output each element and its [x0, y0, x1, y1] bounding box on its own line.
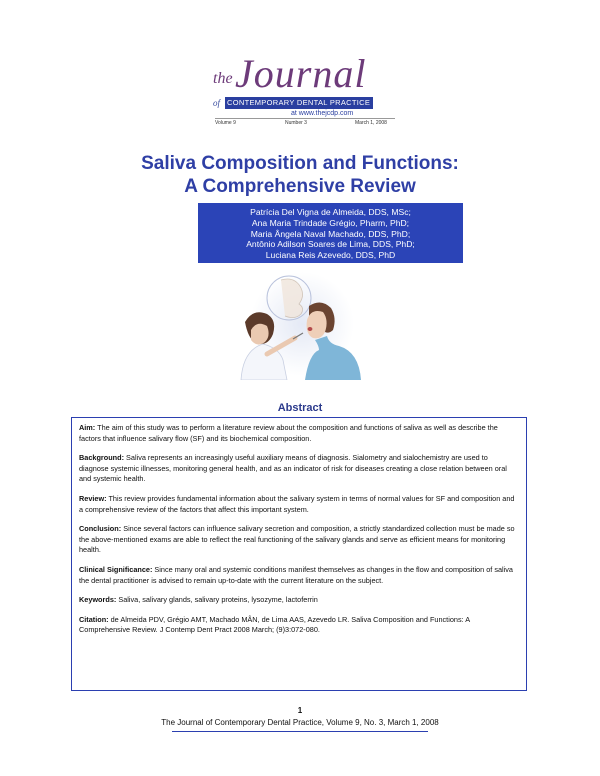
article-title-line-1: Saliva Composition and Functions:: [141, 153, 459, 174]
clinical-label: Clinical Significance:: [79, 564, 153, 574]
author-2: Ana Maria Trindade Grégio, Pharm, PhD;: [251, 217, 410, 228]
abstract-heading: Abstract: [277, 402, 323, 414]
abstract-citation: [79, 615, 519, 636]
review-label: Review:: [79, 493, 107, 503]
patient-open-mouth: [308, 327, 313, 331]
masthead-journal: Journal: [235, 51, 367, 96]
footer-journal-line: The Journal of Contemporary Dental Practice, Volume 9, No. 3, March 1, 2008: [161, 718, 439, 727]
masthead-number: Number 3: [285, 120, 307, 126]
masthead-volume: Volume 9: [215, 120, 236, 126]
abstract-conclusion: [79, 524, 519, 556]
abstract-background: [79, 453, 519, 485]
author-1: Patrícia Del Vigna de Almeida, DDS, MSc;: [250, 207, 411, 217]
page-number: 1: [297, 706, 303, 715]
journal-masthead-logo: [205, 50, 400, 132]
keywords-text: Saliva, salivary glands, salivary proteins, lysozyme, lactoferrin: [116, 595, 318, 605]
conclusion-label: Conclusion:: [79, 524, 122, 534]
keywords-label: Keywords:: [79, 595, 117, 605]
article-title: [0, 152, 600, 198]
masthead-date: March 1, 2008: [355, 120, 387, 126]
citation-label: Citation:: [79, 614, 109, 624]
review-text: This review provides fundamental information about the salivary system in terms of normal values for SF and composition and a comprehensive review of the factors that affect this important system.: [79, 493, 515, 514]
dentist-examining-patient-illustration: [237, 262, 367, 380]
author-3: Maria Ângela Naval Machado, DDS, PhD;: [250, 228, 411, 239]
abstract-box: [71, 417, 527, 691]
footer-rule: [172, 731, 428, 732]
background-label: Background:: [79, 453, 124, 463]
author-5: Luciana Reis Azevedo, DDS, PhD: [265, 250, 396, 261]
abstract-clinical-significance: [79, 565, 519, 586]
aim-label: Aim:: [79, 423, 96, 432]
article-title-line-2: A Comprehensive Review: [184, 176, 416, 197]
author-list-box: [198, 203, 463, 263]
masthead-the: the: [213, 70, 233, 87]
masthead-of: of: [213, 98, 221, 108]
abstract-keywords: [79, 595, 519, 606]
aim-text: The aim of this study was to perform a literature review about the composition and functions of saliva as well as describe the factors that influence salivary flow (SF) and its biochemical composition.: [79, 423, 498, 443]
abstract-aim: [79, 423, 519, 444]
clinical-text: Since many oral and systemic conditions manifest themselves as changes in the flow and composition of saliva the dental practitioner is advised to remain up-to-date with the current literature on the subject.: [79, 564, 513, 585]
author-4: Antônio Adilson Soares de Lima, DDS, PhD;: [246, 239, 415, 250]
abstract-review: [79, 494, 519, 515]
patient-face: [307, 311, 327, 338]
conclusion-text: Since several factors can influence salivary secretion and composition, a strictly standardized collection must be made so the above-mentioned exams are able to reflect the real functioning of the salivary glands and serve as efficient means for monitoring health.: [79, 524, 515, 555]
citation-text: de Almeida PDV, Grégio AMT, Machado MÂN, de Lima AAS, Azevedo LR. Saliva Composition and Functions: A Comprehensive Review. J Contemp Dent Pract 2008 March; (9)3:072-080.: [79, 614, 470, 635]
masthead-divider: [215, 118, 395, 119]
masthead-url: at www.thejcdp.com: [291, 110, 354, 117]
background-text: Saliva represents an increasingly useful auxiliary means of diagnosis. Sialometry and sialochemistry are used to diagnose systemic illnesses, monitoring general health, and as an indicator of risk for diseases creating a close relation between oral and systemic health.: [79, 453, 507, 484]
masthead-subtitle: CONTEMPORARY DENTAL PRACTICE: [227, 98, 371, 107]
